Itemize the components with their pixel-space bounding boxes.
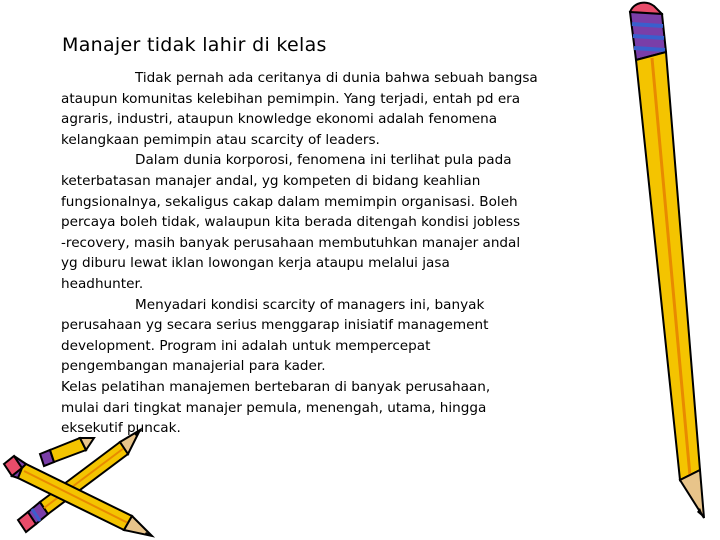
text-line: ataupun komunitas kelebihan pemimpin. Yang terjadi, entah pd era (61, 90, 521, 107)
text-line: Tidak pernah ada ceritanya di dunia bahwa sebuah bangsa (135, 70, 538, 86)
text-line: -recovery, masih banyak perusahaan membutuhkan manajer andal (61, 234, 521, 251)
text-line: Kelas pelatihan manajemen bertebaran di banyak perusahaan, (61, 378, 491, 395)
text-line: Dalam dunia korporosi, fenomena ini terlihat pula pada (135, 152, 512, 169)
text-line: kelangkaan pemimpin atau scarcity of leaders. (61, 131, 380, 148)
text-line: percaya boleh tidak, walaupun kita berada ditengah kondisi jobless (61, 214, 521, 231)
text-line: Menyadari kondisi scarcity of managers ini, banyak (135, 296, 485, 313)
body-text (61, 68, 601, 439)
text-line: fungsionalnya, sekaligus cakap dalam memimpin organisasi. Boleh (61, 193, 518, 210)
slide-title: Manajer tidak lahir di kelas (62, 34, 327, 56)
text-line: agraris, industri, ataupun knowledge ekonomi adalah fenomena (61, 111, 498, 128)
text-line: mulai dari tingkat manajer pemula, menengah, utama, hingga (61, 399, 487, 416)
text-line: yg diburu lewat iklan lowongan kerja ataupu melalui jasa (61, 255, 450, 272)
text-line: pengembangan manajerial para kader. (61, 358, 326, 375)
text-line: headhunter. (61, 275, 144, 292)
text-line: perusahaan yg secara serius menggarap inisiatif management (61, 317, 489, 334)
text-line: development. Program ini adalah untuk mempercepat (61, 337, 431, 354)
text-line: keterbatasan manajer andal, yg kompeten di bidang keahlian (61, 172, 481, 189)
pencil-icon (600, 0, 720, 540)
text-line: eksekutif puncak. (61, 420, 181, 437)
